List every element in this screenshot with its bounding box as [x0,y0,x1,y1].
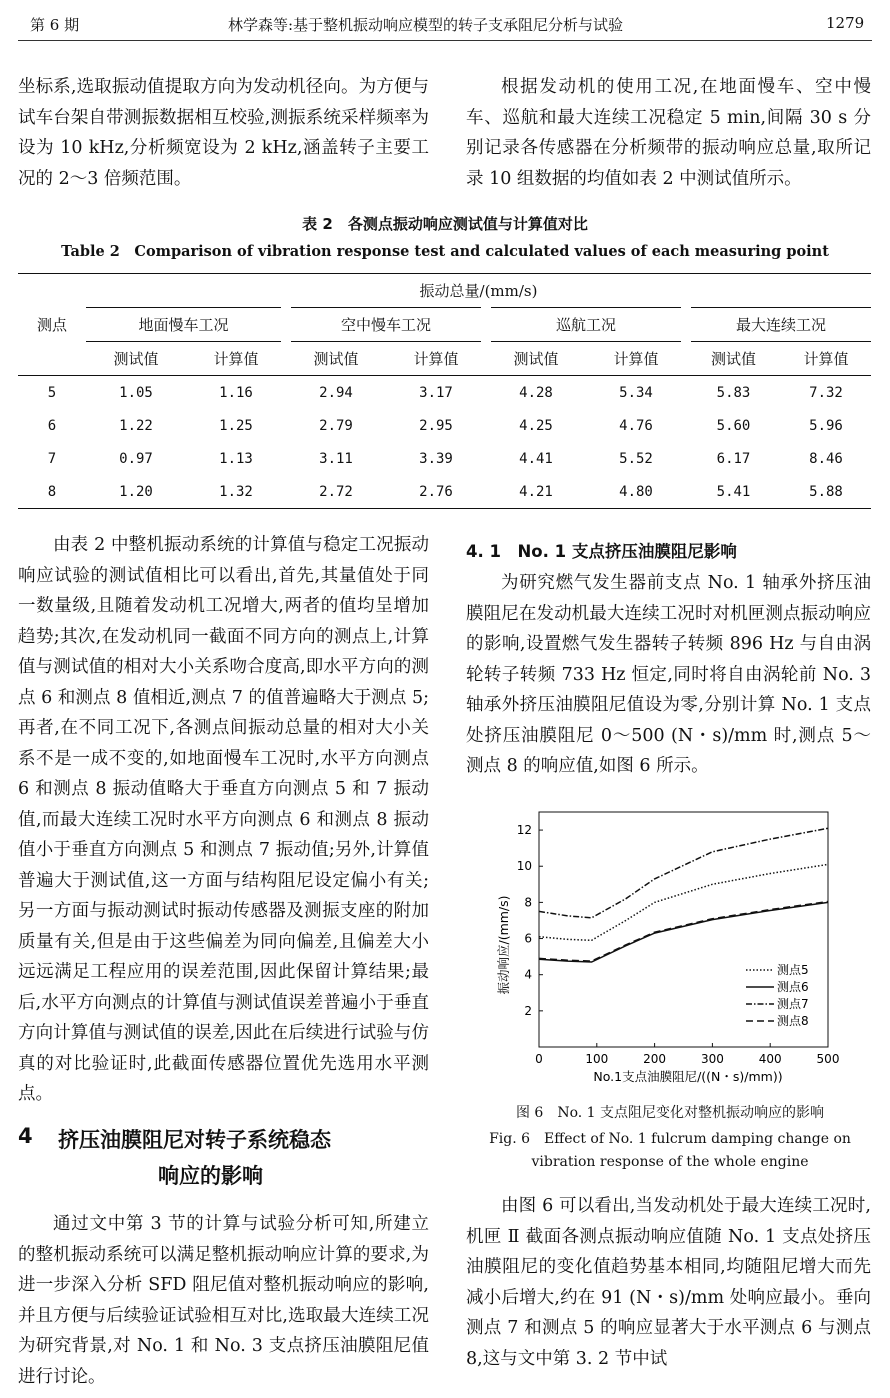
subsection-4-1-title: 4. 1 No. 1 支点挤压油膜阻尼影响 [466,542,737,561]
series-line-1 [539,864,828,940]
legend-label: 测点7 [777,997,809,1011]
section-4-number: 4 [18,1124,33,1148]
discussion-paragraph: 由表 2 中整机振动系统的计算值与稳定工况振动响应试验的测试值相比可以看出,首先,其量值处于同一数量级,且随着发动机工况增大,两者的值均呈增加趋势;其次,在发动机同一截面不同方向的测点上,计算值与测试值的相对大小关系吻合度高,即水平方向的测点 6 和测点 8 值相近,测点 7 的值普遍略大于测点 5;再者,在不同工况下,各测点间振动总量的相对大小关系不是一成不变的,如地面慢车工况时,水平方向测点 6 和测点 8 振动值略大于垂直方向测点 5 和 7 振动值,而最大连续工况时水平方向测点 6 和测点 8 振动值小于垂直方向测点 5 和测点 7 振动值;另外,计算值普遍大于测试值,这一方面与结构阻尼设定偏小有关;另一方面与振动测试时振动传感器及测振支座的附加质量有关,但是由于这些偏差为同向偏差,且偏差大小远远满足工程应用的误差范围,因此保留计算结果;最后,水平方向测点的计算值与测试值误差普遍小于垂直方向计算值与测试值的误差,因此在后续进行试验与仿真的对比验证时,此截面传感器位置优先选用水平测点。 [18,535,429,1104]
table-row [18,409,871,442]
table-subheader: 测试值 [113,350,159,368]
table-cell: 6.17 [716,450,751,467]
table-title-cn: 表 2 各测点振动响应测试值与计算值对比 [302,215,588,233]
table-cell: 5.96 [809,417,843,434]
x-tick-label: 0 [535,1052,543,1066]
table-cell: 2.79 [319,417,353,434]
figure-caption-en-line2: vibration response of the whole engine [531,1154,809,1170]
x-axis-label: No.1支点油膜阻尼/((N・s)/mm)) [593,1069,783,1084]
table-cell: 2.72 [319,483,353,500]
section-4-body [18,1209,429,1392]
table-cell: 2.76 [419,483,453,500]
table-header-condition: 巡航工况 [486,308,686,342]
table-header-point: 测点 [18,274,86,376]
figure-caption-en-line1: Fig. 6 Effect of No. 1 fulcrum damping change on [489,1131,851,1147]
right-column-conclusion [466,1191,871,1374]
y-axis-label: 振动响应/(mm/s) [496,895,511,995]
right-column-body [466,568,871,782]
table-cell: 4.80 [619,483,653,500]
table-cell: 1.22 [119,417,153,434]
y-tick-label: 6 [524,931,532,946]
x-tick-label: 200 [643,1052,667,1066]
table-header-condition: 地面慢车工况 [86,308,286,342]
table-cell: 1.25 [219,417,253,434]
table-cell: 8.46 [809,450,843,467]
table-cell: 5 [47,384,57,401]
table-cell: 6 [47,417,57,434]
top-left-paragraph: 坐标系,选取振动值提取方向为发动机径向。为方便与试车台架自带测振数据相互校验,测振系统采样频率为设为 10 kHz,分析频宽设为 2 kHz,涵盖转子主要工况的 2～3 倍频范围。 [18,77,429,189]
table-row [18,376,871,410]
x-tick-label: 400 [758,1052,782,1066]
table-cell: 5.60 [716,417,751,434]
legend-label: 测点5 [777,963,809,977]
table-cell: 1.20 [119,483,153,500]
table-cell: 3.11 [319,450,353,467]
x-tick-label: 100 [585,1052,609,1066]
section-4-paragraph: 通过文中第 3 节的计算与试验分析可知,所建立的整机振动系统可以满足整机振动响应计算的要求,为进一步深入分析 SFD 阻尼值对整机振动响应的影响,并且方便与后续验证试验相互对比,选取最大连续工况为研究背景,对 No. 1 和 No. 3 支点挤压油膜阻尼值进行讨论。 [18,1214,429,1387]
table-header-condition: 空中慢车工况 [286,308,486,342]
table-cell: 4.21 [519,483,553,500]
plot-frame [539,812,828,1047]
table-cell: 5.34 [619,384,653,401]
table-row [18,475,871,509]
issue-number: 第 6 期 [30,16,80,34]
x-tick-label: 300 [700,1052,724,1066]
table-cell: 1.05 [119,384,153,401]
table-cell: 1.32 [219,483,253,500]
table-cell: 4.41 [519,450,553,467]
table-subheader: 计算值 [213,350,259,368]
series-line-3 [539,828,828,918]
table-row [18,442,871,475]
table-subheader: 测试值 [513,350,559,368]
table-cell: 5.88 [809,483,843,500]
table-subheader: 测试值 [710,350,756,368]
table-cell: 7.32 [809,384,843,401]
page-number: 1279 [826,14,865,32]
table-header-unit: 振动总量/(mm/s) [86,274,871,308]
table-cell: 4.25 [519,417,553,434]
table-cell: 2.95 [419,417,453,434]
table-cell: 4.76 [619,417,653,434]
table-cell: 4.28 [519,384,553,401]
table-subheader: 计算值 [413,350,459,368]
y-tick-label: 12 [516,823,532,838]
table-cell: 1.16 [219,384,253,401]
data-table [18,273,871,509]
header-rule [18,40,872,41]
table-subheader: 计算值 [613,350,659,368]
table-cell: 7 [47,450,57,467]
conclusion-paragraph: 由图 6 可以看出,当发动机处于最大连续工况时,机匣 Ⅱ 截面各测点振动响应值随 No. 1 支点处挤压油膜阻尼的变化值趋势基本相同,均随阻尼增大而先减小后增大,约在 91 (N・s)/mm 处响应最小。垂向测点 7 和测点 5 的响应显著大于水平测点 6 与测点 8,这与文中第 3. 2 节中试 [466,1196,871,1369]
section-4-title-line2: 响应的影响 [158,1164,263,1188]
table-header-condition: 最大连续工况 [686,308,871,342]
series-line-2 [539,902,828,962]
subsection-paragraph: 为研究燃气发生器前支点 No. 1 轴承外挤压油膜阻尼在发动机最大连续工况时对机匣测点振动响应的影响,设置燃气发生器转子转频 896 Hz 与自由涡轮转子转频 733 Hz 恒定,同时将自由涡轮前 No. 3 轴承外挤压油膜阻尼值设为零,分别计算 No. 1 支点处挤压油膜阻尼 0～500 (N・s)/mm 时,测点 5～测点 8 的响应值,如图 6 所示。 [466,573,871,776]
series-line-4 [539,902,828,962]
table-subheader: 计算值 [803,350,849,368]
table-cell: 5.41 [716,483,751,500]
legend-label: 测点6 [777,980,809,994]
figure-caption-cn: 图 6 No. 1 支点阻尼变化对整机振动响应的影响 [515,1105,825,1121]
table-cell: 2.94 [319,384,353,401]
table-subheader: 测试值 [313,350,359,368]
section-4-title-line1: 挤压油膜阻尼对转子系统稳态 [58,1128,331,1152]
table-cell: 3.39 [419,450,453,467]
y-tick-label: 4 [524,967,532,982]
x-tick-label: 500 [816,1052,840,1066]
left-column [18,530,429,1110]
table-cell: 3.17 [419,384,453,401]
y-tick-label: 8 [524,895,532,910]
running-title: 林学森等:基于整机振动响应模型的转子支承阻尼分析与试验 [228,16,624,34]
y-tick-label: 2 [524,1003,532,1018]
table-cell: 1.13 [219,450,253,467]
table-cell: 5.52 [619,450,653,467]
top-right-paragraph: 根据发动机的使用工况,在地面慢车、空中慢车、巡航和最大连续工况稳定 5 min,间隔 30 s 分别记录各传感器在分析频带的振动响应总量,取所记录 10 组数据的均值如表 2 中测试值所示。 [466,77,871,189]
table-title-en: Table 2 Comparison of vibration response test and calculated values of each measuring point [61,243,829,260]
y-tick-label: 10 [516,859,532,874]
table-cell: 5.83 [716,384,751,401]
legend-label: 测点8 [777,1014,809,1028]
table-cell: 8 [47,483,57,500]
table-cell: 0.97 [119,450,153,467]
figure-6-chart [470,800,870,1100]
